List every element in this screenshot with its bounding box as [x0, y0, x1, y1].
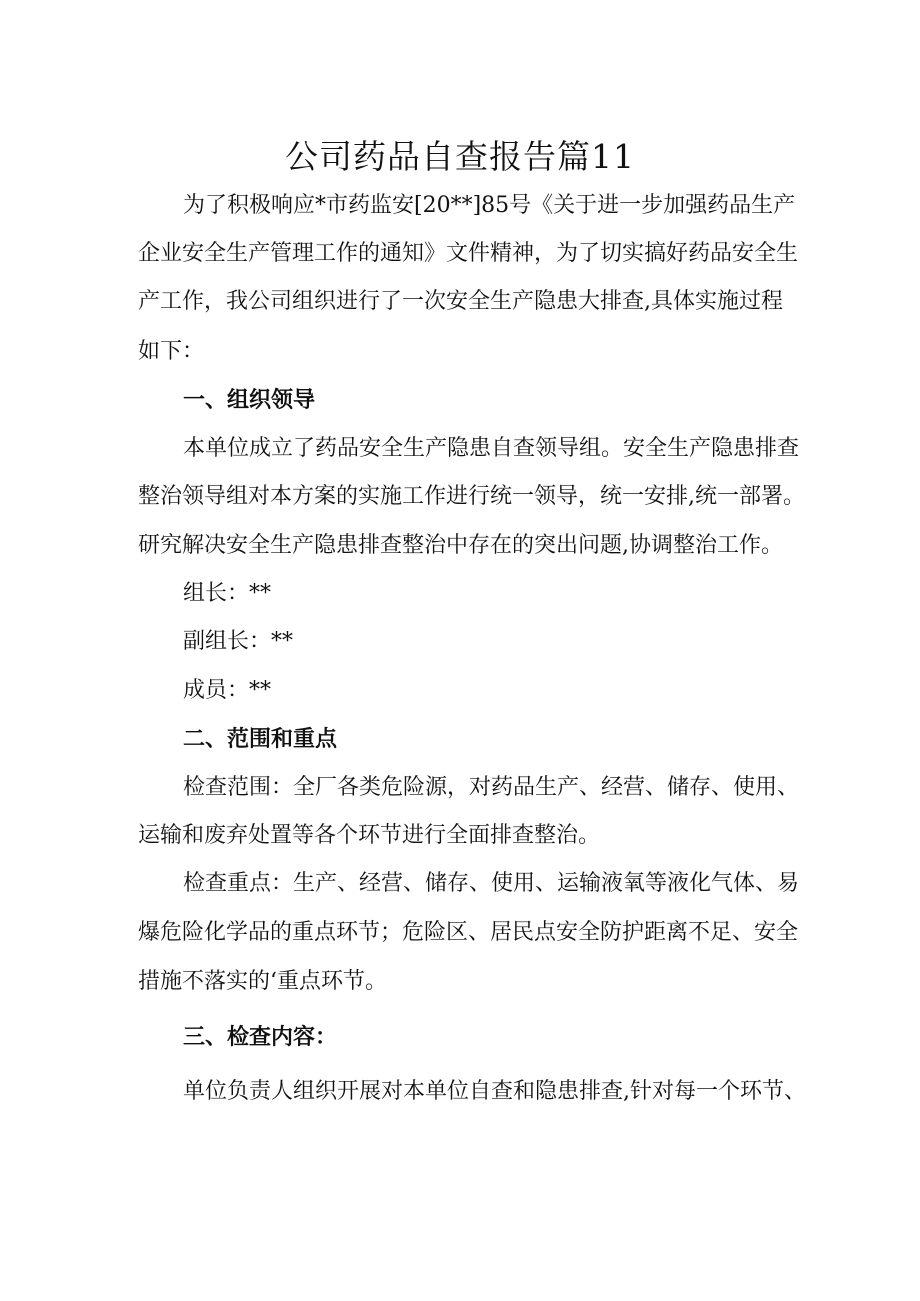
paragraph-line: 检查范围：全厂各类危险源，对药品生产、经营、储存、使用、 [183, 775, 800, 800]
paragraph-line: 产工作，我公司组织进行了一次安全生产隐患大排查,具体实施过程 [138, 289, 783, 314]
paragraph-line: 单位负责人组织开展对本单位自查和隐患排查,针对每一个环节、 [183, 1079, 806, 1104]
paragraph-line: 成员：** [183, 678, 272, 703]
paragraph-line: 爆危险化学品的重点环节；危险区、居民点安全防护距离不足、安全 [138, 920, 799, 945]
section-heading: 一、组织领导 [183, 388, 316, 413]
paragraph-line: 本单位成立了药品安全生产隐患自查领导组。安全生产隐患排查 [183, 436, 800, 461]
paragraph-line: 检查重点：生产、经营、储存、使用、运输液氧等液化气体、易 [183, 871, 800, 896]
paragraph-line: 组长：** [183, 581, 272, 606]
section-heading: 三、检查内容： [183, 1025, 338, 1050]
paragraph-line: 措施不落实的‘重点环节。 [138, 969, 387, 994]
section-heading: 二、范围和重点 [183, 727, 338, 752]
document-title: 公司药品自查报告篇11 [285, 137, 635, 176]
paragraph-line: 整治领导组对本方案的实施工作进行统一领导，统一安排,统一部署。 [138, 484, 805, 509]
paragraph-line: 为了积极响应*市药监安[20**]85号《关于进一步加强药品生产 [183, 193, 796, 218]
paragraph-line: 副组长：** [183, 629, 294, 654]
paragraph-line: 企业安全生产管理工作的通知》文件精神，为了切实搞好药品安全生 [138, 241, 799, 266]
paragraph-line: 运输和废弃处置等各个环节进行全面排查整治。 [138, 823, 601, 848]
paragraph-line: 研究解决安全生产隐患排查整治中存在的突出问题,协调整治工作。 [138, 533, 783, 558]
paragraph-line: 如下： [138, 339, 205, 364]
